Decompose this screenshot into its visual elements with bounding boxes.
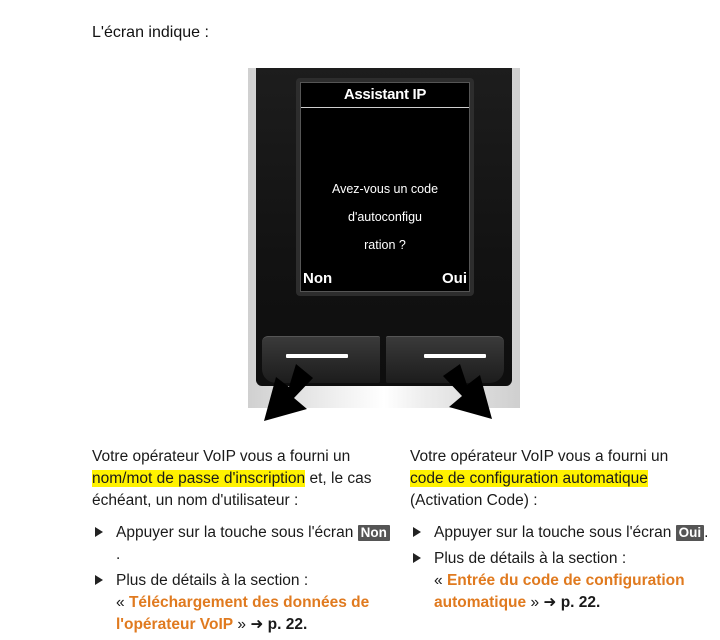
arrow-right-icon: ➜ [543,594,557,611]
left-desc-text: Votre opérateur VoIP vous a fourni un [92,448,351,465]
right-column [410,446,710,618]
screen-title: Assistant IP [301,83,469,108]
right-highlight: code de configuration automatique [410,470,648,487]
screen-message-line: Avez-vous un code [331,182,439,196]
section-link[interactable]: Entrée du code de configuration automatique [434,572,685,611]
right-description [410,446,710,512]
bullet-end: . [116,546,121,563]
bullet-text: Appuyer sur la touche sous l'écran [116,524,358,541]
quote-close: » [526,594,544,611]
left-description [92,446,392,512]
quote-open: « [434,572,447,589]
right-bullet-list [410,522,710,614]
bullet-text: Plus de détails à la section : [116,572,309,589]
page-reference[interactable]: p. 22 [556,594,597,611]
left-column [92,446,392,640]
section-link[interactable]: Téléchargement des données de l'opérateur VoIP [116,594,370,633]
list-item [92,522,392,566]
arrow-right-icon: ➜ [250,616,264,633]
right-desc-text: Votre opérateur VoIP vous a fourni un [410,448,669,465]
left-bullet-list [92,522,392,636]
list-item [410,522,710,544]
left-highlight: nom/mot de passe d'inscription [92,470,306,487]
arrow-right-icon [443,364,492,419]
arrow-left-icon [264,364,313,421]
intro-text: L'écran indique : [92,24,209,41]
bullet-text: Plus de détails à la section : [434,550,627,567]
quote-open: « [116,594,129,611]
softkey-label-non: Non [303,270,333,287]
screen-message-line: d'autoconfigu [348,210,422,224]
bullet-end: . [596,594,601,611]
list-item [410,548,710,614]
bullet-end: . [302,616,308,633]
page-reference[interactable]: p. 22 [263,616,303,633]
bullet-text: Appuyer sur la touche sous l'écran [434,524,676,541]
softkey-tag-oui: Oui [676,525,705,541]
softkey-tag-non: Non [358,525,390,541]
softkey-label-oui: Oui [442,270,467,287]
list-item [92,570,392,636]
screen-message-line: ration ? [364,238,406,252]
left-desc-text-2: et, le cas échéant, un nom d'utilisateur : [92,470,372,509]
quote-close: » [233,616,251,633]
right-desc-text-2: (Activation Code) : [410,492,538,509]
bullet-end: . [704,524,709,541]
